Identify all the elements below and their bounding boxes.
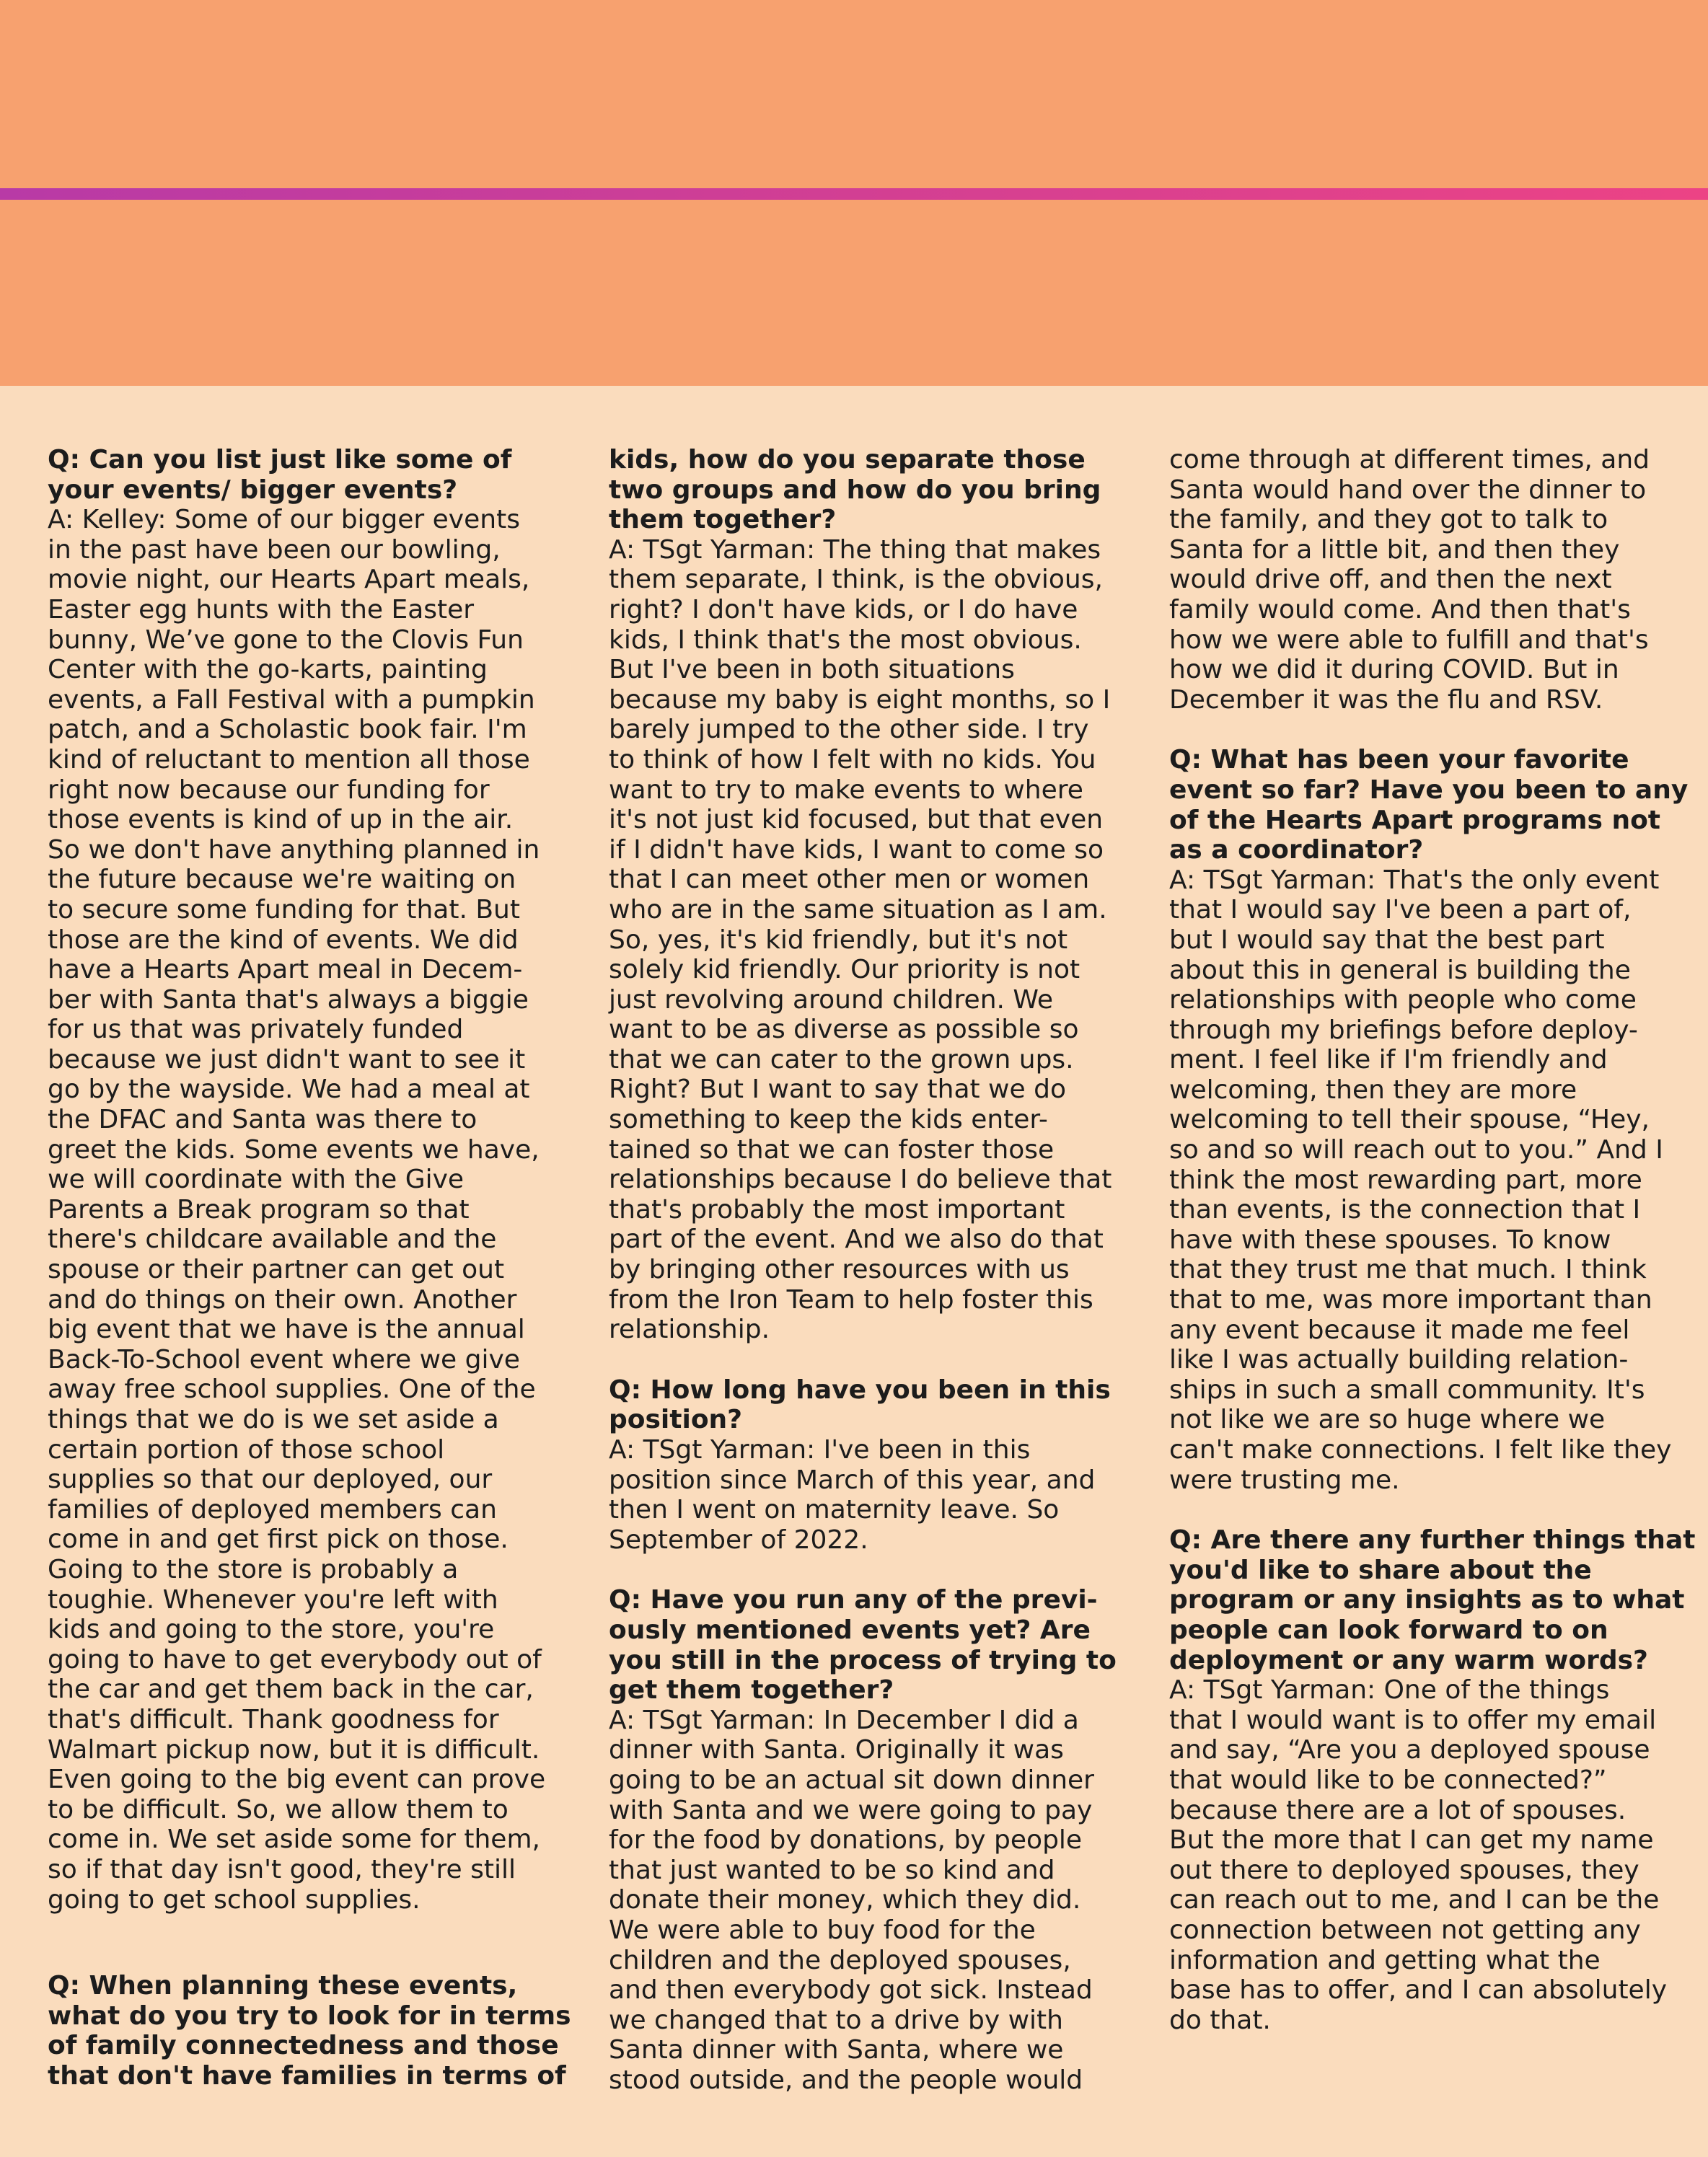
text-column-3 [1169,445,1703,2035]
answer-events-run-continued: come through at different times, and Santa would hand over the dinner to the family, and they got to talk to Santa for a little bit, and then they would drive off, and then the next family would come. And then that's how we were able to fulfill and that's how we did it during COVID. But in December it was the flu and RSV. [1169,445,1650,715]
section-spacer [1169,1495,1703,1525]
text-column-2 [609,445,1143,2095]
question-events-run: Q: Have you run any of the previ- ously mentioned events yet? Are you still in the process of trying to get them together? [609,1585,1117,1706]
section-spacer [609,1555,1143,1585]
section-spacer [609,1345,1143,1375]
question-events-list: Q: Can you list just like some of your events/ bigger events? [48,445,512,505]
answer-events-run: A: TSgt Yarman: In December I did a dinner with Santa. Originally it was going to be an actual sit down dinner with Santa and we were going to pay for the food by donations, by people that just wanted to be so kind and donate their money, which they did. We were able to buy food for the children and the deployed spouses, and then everybody got sick. Instead we changed that to a drive by with Santa dinner with Santa, where we stood outside, and the people would [609,1705,1094,2095]
question-favorite-event: Q: What has been your favorite event so far? Have you been to any of the Hearts Apart programs not as a coordinator? [1169,745,1689,865]
answer-time-in-position: A: TSgt Yarman: I've been in this position since March of this year, and then I went on maternity leave. So September of 2022. [609,1435,1096,1555]
answer-favorite-event: A: TSgt Yarman: That's the only event that I would say I've been a part of, but I would say that the best part about this in general is building the relationships with people who come through my briefings before deploy- ment. I feel like if I'm friendly and welcoming, then they are more welcoming to tell their spouse, “Hey, so and so will reach out to you.” And I think the most rewarding part, more than events, is the connection that I have with these spouses. To know that they trust me that much. I think that to me, was more important than any event because it made me feel like I was actually building relation- ships in such a small community. It's not like we are so huge where we can't make connections. I felt like they were trusting me. [1169,865,1672,1495]
answer-events-list: A: Kelley: Some of our bigger events in the past have been our bowling, movie night, our Hearts Apart meals, Easter egg hunts with the Easter bunny, We’ve gone to the Clovis Fun Center with the go-karts, painting events, a Fall Festival with a pumpkin patch, and a Scholastic book fair. I'm kind of reluctant to mention all those right now because our funding for those events is kind of up in the air. So we don't have anything planned in the future because we're waiting on to secure some funding for that. But those are the kind of events. We did have a Hearts Apart meal in Decem- ber with Santa that's always a biggie for us that was privately funded because we just didn't want to see it go by the wayside. We had a meal at the DFAC and Santa was there to greet the kids. Some events we have, we will coordinate with the Give Parents a Break program so that there's childcare available and the spouse or their partner can get out and do things on their own. Another big event that we have is the annual Back-To-School event where we give away free school supplies. One of the things that we do is we set aside a certain portion of those school supplies so that our deployed, our families of deployed members can come in and get first pick on those. Going to the store is probably a toughie. Whenever you're left with kids and going to the store, you're going to have to get everybody out of the car and get them back in the car, that's difficult. Thank goodness for Walmart pickup now, but it is difficult. Even going to the big event can prove to be difficult. So, we allow them to come in. We set aside some for them, so if that day isn't good, they're still going to get school supplies. [48,505,546,1915]
question-further-insights: Q: Are there any further things that you'd like to share about the program or any insights as to what people can look forward to on deployment or any warm words? [1169,1525,1696,1675]
section-spacer [1169,715,1703,745]
answer-further-insights: A: TSgt Yarman: One of the things that I would want is to offer my email and say, “Are you a deployed spouse that would like to be connected?” because there are a lot of spouses. But the more that I can get my name out there to deployed spouses, they can reach out to me, and I can be the connection between not getting any information and getting what the base has to offer, and I can absolutely do that. [1169,1675,1668,2035]
section-spacer [48,1915,581,1971]
question-family-connectedness: Q: When planning these events, what do you try to look for in terms of family connectedness and those that don't have families in terms of [48,1971,571,2091]
question-time-in-position: Q: How long have you been in this position? [609,1375,1111,1435]
answer-family-connectedness: A: TSgt Yarman: The thing that makes them separate, I think, is the obvious, right? I don't have kids, or I do have kids, I think that's the most obvious. But I've been in both situations because my baby is eight months, so I barely jumped to the other side. I try to think of how I felt with no kids. You want to try to make events to where it's not just kid focused, but that even if I didn't have kids, I want to come so that I can meet other men or women who are in the same situation as I am. So, yes, it's kid friendly, but it's not solely kid friendly. Our priority is not just revolving around children. We want to be as diverse as possible so that we can cater to the grown ups. Right? But I want to say that we do something to keep the kids enter- tained so that we can foster those relationships because I do believe that that's probably the most important part of the event. And we also do that by bringing other resources with us from the Iron Team to help foster this relationship. [609,534,1112,1345]
text-column-1 [48,445,581,2091]
accent-stripe [0,188,1708,200]
question-family-connectedness-continued: kids, how do you separate those two groups and how do you bring them together? [609,445,1101,535]
